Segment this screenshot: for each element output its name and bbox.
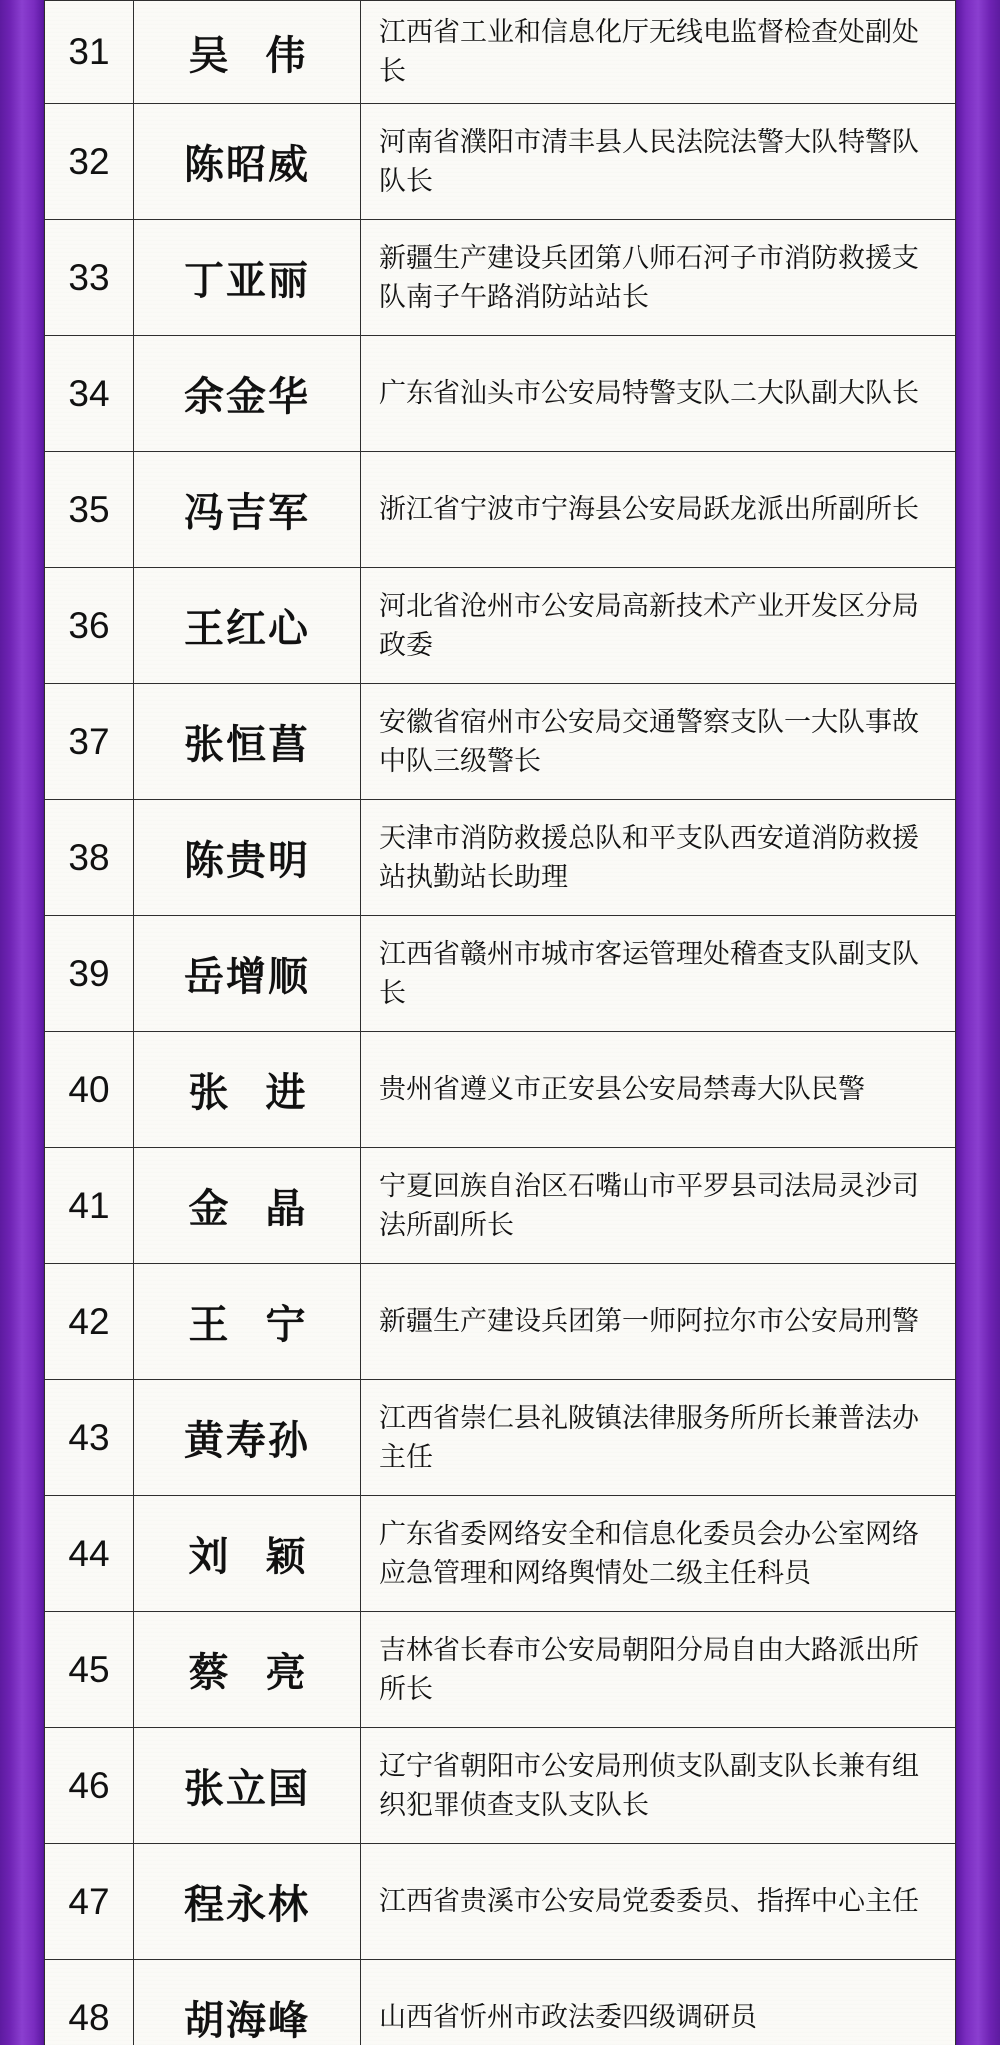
table-row bbox=[45, 220, 956, 336]
row-name bbox=[134, 336, 361, 452]
row-number: 38 bbox=[45, 800, 134, 916]
row-name bbox=[134, 1380, 361, 1496]
table-row bbox=[45, 1, 956, 104]
row-title: 吉林省长春市公安局朝阳分局自由大路派出所所长 bbox=[361, 1612, 956, 1728]
table-row bbox=[45, 452, 956, 568]
row-name-text: 王 宁 bbox=[188, 1303, 306, 1348]
row-title: 江西省贵溪市公安局党委委员、指挥中心主任 bbox=[361, 1844, 956, 1960]
honor-roll-table bbox=[44, 0, 956, 2045]
row-name-text: 余金华 bbox=[184, 375, 310, 420]
row-name-text: 黄寿孙 bbox=[184, 1419, 310, 1464]
table-row bbox=[45, 1612, 956, 1728]
left-border-strip bbox=[0, 0, 44, 2045]
row-name bbox=[134, 1264, 361, 1380]
row-title: 江西省崇仁县礼陂镇法律服务所所长兼普法办主任 bbox=[361, 1380, 956, 1496]
row-number: 31 bbox=[45, 1, 134, 104]
row-name bbox=[134, 1960, 361, 2045]
row-name bbox=[134, 684, 361, 800]
row-title: 新疆生产建设兵团第八师石河子市消防救援支队南子午路消防站站长 bbox=[361, 220, 956, 336]
row-name-text: 金 晶 bbox=[188, 1187, 306, 1232]
row-title: 广东省委网络安全和信息化委员会办公室网络应急管理和网络舆情处二级主任科员 bbox=[361, 1496, 956, 1612]
row-number: 41 bbox=[45, 1148, 134, 1264]
row-number: 34 bbox=[45, 336, 134, 452]
row-title: 新疆生产建设兵团第一师阿拉尔市公安局刑警 bbox=[361, 1264, 956, 1380]
row-title: 辽宁省朝阳市公安局刑侦支队副支队长兼有组织犯罪侦查支队支队长 bbox=[361, 1728, 956, 1844]
row-name bbox=[134, 104, 361, 220]
table-row bbox=[45, 1728, 956, 1844]
table-row bbox=[45, 1960, 956, 2045]
row-title: 山西省忻州市政法委四级调研员 bbox=[361, 1960, 956, 2045]
row-title: 广东省汕头市公安局特警支队二大队副大队长 bbox=[361, 336, 956, 452]
row-title: 浙江省宁波市宁海县公安局跃龙派出所副所长 bbox=[361, 452, 956, 568]
table-row bbox=[45, 916, 956, 1032]
row-name-text: 张恒菖 bbox=[184, 723, 310, 768]
row-name bbox=[134, 1032, 361, 1148]
row-name-text: 张立国 bbox=[184, 1767, 310, 1812]
table-row bbox=[45, 800, 956, 916]
row-name bbox=[134, 452, 361, 568]
row-name bbox=[134, 800, 361, 916]
row-name-text: 冯吉军 bbox=[184, 491, 310, 536]
table-row bbox=[45, 568, 956, 684]
row-number: 32 bbox=[45, 104, 134, 220]
row-title: 天津市消防救援总队和平支队西安道消防救援站执勤站长助理 bbox=[361, 800, 956, 916]
row-name-text: 岳增顺 bbox=[184, 955, 310, 1000]
table-row bbox=[45, 1496, 956, 1612]
row-number: 45 bbox=[45, 1612, 134, 1728]
table-row bbox=[45, 104, 956, 220]
row-title: 安徽省宿州市公安局交通警察支队一大队事故中队三级警长 bbox=[361, 684, 956, 800]
row-name-text: 张 进 bbox=[188, 1071, 306, 1116]
row-title: 河北省沧州市公安局高新技术产业开发区分局政委 bbox=[361, 568, 956, 684]
table-body bbox=[45, 1, 956, 2045]
table-row bbox=[45, 1148, 956, 1264]
row-name-text: 陈贵明 bbox=[184, 839, 310, 884]
row-number: 43 bbox=[45, 1380, 134, 1496]
row-number: 44 bbox=[45, 1496, 134, 1612]
row-number: 48 bbox=[45, 1960, 134, 2045]
row-number: 46 bbox=[45, 1728, 134, 1844]
row-name bbox=[134, 1148, 361, 1264]
right-border-strip bbox=[956, 0, 1000, 2045]
row-name-text: 刘 颖 bbox=[188, 1535, 306, 1580]
row-name-text: 胡海峰 bbox=[184, 1999, 310, 2044]
row-title: 江西省赣州市城市客运管理处稽查支队副支队长 bbox=[361, 916, 956, 1032]
row-name bbox=[134, 1844, 361, 1960]
table-row bbox=[45, 1032, 956, 1148]
row-name-text: 程永林 bbox=[184, 1883, 310, 1928]
table-row bbox=[45, 1844, 956, 1960]
row-name-text: 陈昭威 bbox=[184, 143, 310, 188]
row-name bbox=[134, 1496, 361, 1612]
row-number: 39 bbox=[45, 916, 134, 1032]
table-row bbox=[45, 1264, 956, 1380]
row-title: 江西省工业和信息化厅无线电监督检查处副处长 bbox=[361, 1, 956, 104]
row-name-text: 丁亚丽 bbox=[184, 259, 310, 304]
row-number: 37 bbox=[45, 684, 134, 800]
row-name-text: 吴 伟 bbox=[188, 33, 306, 78]
row-title: 河南省濮阳市清丰县人民法院法警大队特警队队长 bbox=[361, 104, 956, 220]
row-number: 36 bbox=[45, 568, 134, 684]
row-name bbox=[134, 1, 361, 104]
table-row bbox=[45, 1380, 956, 1496]
row-name-text: 蔡 亮 bbox=[188, 1651, 306, 1696]
row-number: 47 bbox=[45, 1844, 134, 1960]
row-name bbox=[134, 916, 361, 1032]
table-row bbox=[45, 336, 956, 452]
document-sheet bbox=[44, 0, 956, 2045]
row-name bbox=[134, 568, 361, 684]
row-number: 42 bbox=[45, 1264, 134, 1380]
row-name bbox=[134, 1728, 361, 1844]
row-title: 贵州省遵义市正安县公安局禁毒大队民警 bbox=[361, 1032, 956, 1148]
row-number: 35 bbox=[45, 452, 134, 568]
row-name bbox=[134, 1612, 361, 1728]
row-number: 40 bbox=[45, 1032, 134, 1148]
row-name bbox=[134, 220, 361, 336]
table-row bbox=[45, 684, 956, 800]
row-name-text: 王红心 bbox=[184, 607, 310, 652]
row-number: 33 bbox=[45, 220, 134, 336]
row-title: 宁夏回族自治区石嘴山市平罗县司法局灵沙司法所副所长 bbox=[361, 1148, 956, 1264]
